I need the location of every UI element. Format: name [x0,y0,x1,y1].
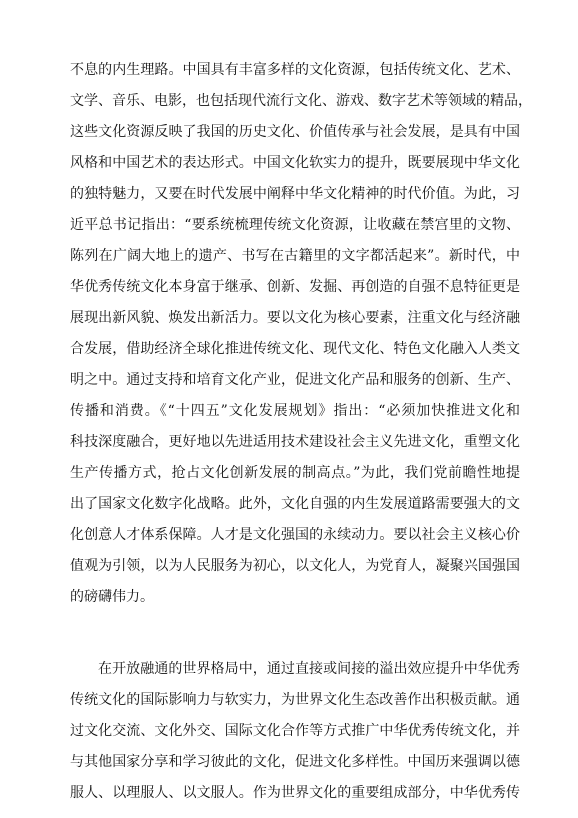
text-line: 传统文化的国际影响力与软实力，为世界文化生态改善作出积极贡献。通 [70,692,520,708]
text-line: 这些文化资源反映了我国的历史文化、价值传承与社会发展，是具有中国 [70,124,520,140]
text-line: 传播和消费。《“十四五”文化发展规划》指出：“必须加快推进文化和 [70,403,520,419]
text-line: 服人、以理服人、以文服人。作为世界文化的重要组成部分，中华优秀传 [70,785,520,801]
text-line: 与其他国家分享和学习彼此的文化，促进文化多样性。中国历来强调以德 [70,754,520,770]
text-line: 科技深度融合，更好地以先进适用技术建设社会主义先进文化，重塑文化 [70,434,520,450]
text-line: 值观为引领，以为人民服务为初心，以文化人，为党育人，凝聚兴国强国 [70,558,520,574]
text-line: 的独特魅力，又要在时代发展中阐释中华文化精神的时代价值。为此，习 [70,186,520,202]
text-line: 化创意人才体系保障。人才是文化强国的永续动力。要以社会主义核心价 [70,527,520,543]
text-line: 生产传播方式，抢占文化创新发展的制高点。”为此，我们党前瞻性地提 [70,465,520,481]
text-line: 展现出新风貌、焕发出新活力。要以文化为核心要素，注重文化与经济融 [70,310,520,326]
text-line: 不息的内生理路。中国具有丰富多样的文化资源，包括传统文化、艺术、 [70,62,520,78]
text-line: 近平总书记指出：“要系统梳理传统文化资源，让收藏在禁宫里的文物、 [70,217,520,233]
text-line: 的磅礴伟力。 [70,589,154,605]
text-line: 合发展，借助经济全球化推进传统文化、现代文化、特色文化融入人类文 [70,341,520,357]
text-line: 明之中。通过支持和培育文化产业，促进文化产品和服务的创新、生产、 [70,372,520,388]
text-line: 华优秀传统文化本身富于继承、创新、发掘、再创造的自强不息特征更是 [70,279,520,295]
text-line: 风格和中国艺术的表达形式。中国文化软实力的提升，既要展现中华文化 [70,155,520,171]
text-line: 文学、音乐、电影，也包括现代流行文化、游戏、数字艺术等领域的精品， [70,93,532,109]
text-line: 陈列在广阔大地上的遗产、书写在古籍里的文字都活起来”。新时代，中 [70,248,520,264]
text-line: 过文化交流、文化外交、国际文化合作等方式推广中华优秀传统文化，并 [70,723,520,739]
text-line: 出了国家文化数字化战略。此外，文化自强的内生发展道路需要强大的文 [70,496,520,512]
text-line: 在开放融通的世界格局中，通过直接或间接的溢出效应提升中华优秀 [98,661,520,677]
